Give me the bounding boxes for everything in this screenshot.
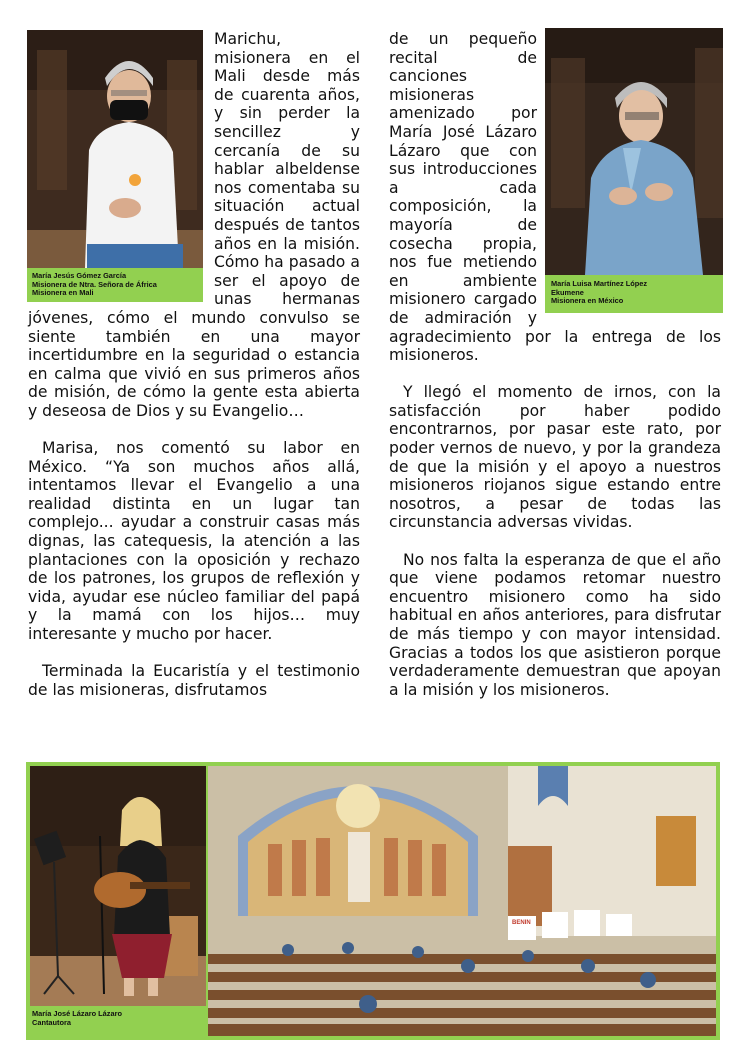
banner-label: BENIN	[512, 920, 531, 926]
caption-line: María Luisa Martínez López	[551, 279, 648, 288]
photo-church-interior	[208, 766, 716, 1036]
photo-illustration	[208, 766, 716, 1036]
caption-line: Misionera en México	[551, 296, 624, 306]
paragraph: No nos falta la esperanza de que el año que viene podamos retomar nuestro encuentro misionero como ha sido habitual en años anteriores, para disfrutar de más tiempo y con mayor intensidad. Gracias a todos los que asistieron porque verdaderamente demuestran que apoyan a la misión y los misioneros.	[389, 550, 721, 699]
wrap-spacer	[543, 30, 721, 313]
photo-maria-jose-lazaro	[30, 766, 206, 1006]
caption-fig3	[32, 1010, 122, 1027]
paragraph: Y llegó el momento de irnos, con la satisfacción por haber podido encontrarnos, por pasar este rato, por poder vernos de nuevo, y por la grandeza de que la misión y el apoyo a nuestros misioneros riojanos sigue estando entre nosotros, a pesar de todas las circunstancia adversas vividas.	[389, 383, 721, 532]
caption-line: Cantautora	[32, 1017, 72, 1027]
wrap-spacer	[28, 30, 208, 302]
caption-line: Misionera en Mali	[32, 288, 94, 298]
caption-line: Ekumene	[551, 287, 584, 297]
figure-recital-church	[26, 762, 720, 1040]
paragraph: Terminada la Eucaristía y el testimonio de las misioneras, disfrutamos	[28, 662, 360, 699]
paragraph: Marichu, misionera en el Mali desde más de cuarenta años, y sin perder la sencillez y cercanía de su hablar albeldense nos comentaba su situación actual después de tantos años en la misión. Cómo ha pasado a ser el apoyo de unas hermanas jóvenes, cómo el mundo convulso se siente también en una mayor incertidumbre en la seguridad o estancia en calma que vivió en sus primeros años de misión, de cómo la gente esta abierta y deseosa de Dios y su Evangelio…	[28, 30, 360, 420]
paragraph: Marisa, nos comentó su labor en México. “Ya son muchos años allá, intentamos llevar el Evangelio a una realidad distinta en un lugar tan complejo... ayudar a construir casas más dignas, las catequesis, la atención a las plantaciones con la oposición y rechazo de los patrones, los grupos de reflexión y vida, ayudar ese núcleo familiar del papá y la mamá con los hijos… muy interesante y mucho por hacer.	[28, 439, 360, 643]
photo-illustration	[30, 766, 206, 1006]
caption-line: María Jesús Gómez García	[32, 271, 127, 280]
text-column-right	[389, 30, 721, 718]
caption-line: Misionera de Ntra. Señora de África	[32, 279, 157, 289]
text-column-left	[28, 30, 360, 718]
paragraph: de un pequeño recital de canciones misioneras amenizado por María José Lázaro Lázaro que con sus introducciones a cada composición, la mayoría de cosecha propia, nos fue metiendo en ambiente misionero cargado de admiración y agradecimiento por la entrega de los misioneros.	[389, 30, 721, 365]
caption-line: María José Lázaro Lázaro	[32, 1009, 122, 1018]
